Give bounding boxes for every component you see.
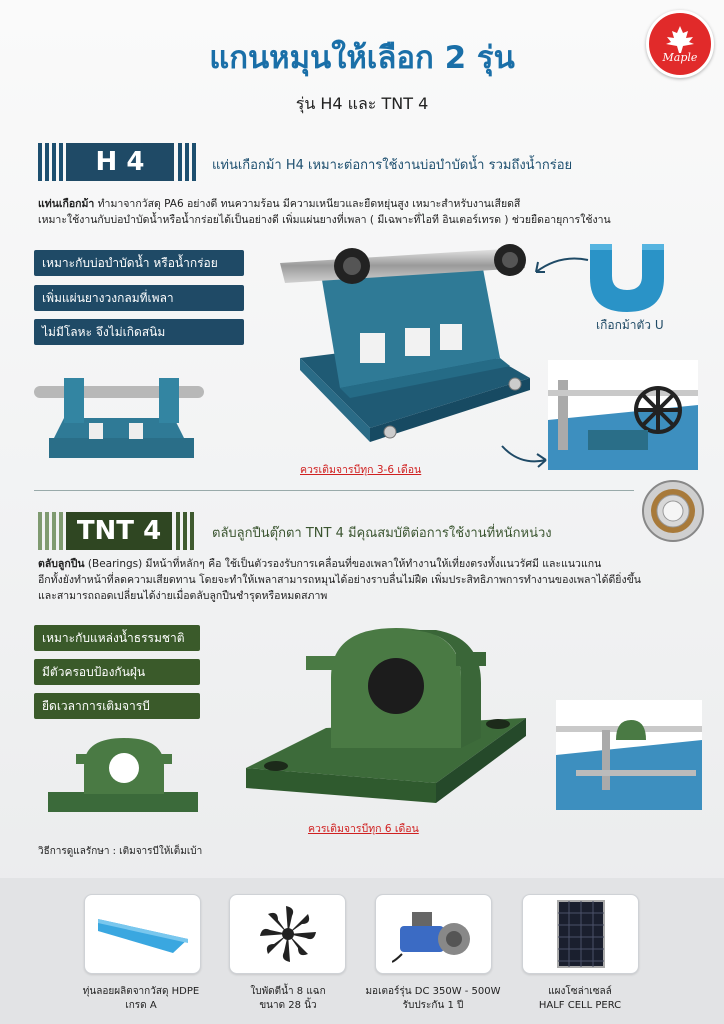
h4-para-bold: แท่นเกือกม้า: [38, 198, 95, 210]
tnt-stripes-right: [176, 512, 194, 550]
h4-para-line1: ทำมาจากวัสดุ PA6 อย่างดี ทนความร้อน มีความเหนียวและยืดหยุ่นสูง เหมาะสำหรับงานเสียดสี: [94, 198, 521, 210]
u-label: เกือกม้าตัว U: [596, 318, 664, 332]
h4-stripes-right: [178, 143, 196, 181]
section-divider: [34, 490, 634, 491]
h4-tag-3: ไม่มีโลหะ จึงไม่เกิดสนิม: [34, 319, 244, 345]
tnt4-maintenance-note: ควรเติมจารบีทุก 6 เดือน: [308, 823, 419, 835]
component-card-motor: [375, 894, 492, 974]
h4-para-line2: เหมาะใช้งานกับบ่อบำบัดน้ำหรือน้ำกร่อยได้เป็นอย่างดี เพิ่มแผ่นยางที่เพลา ( มีเฉพาะที่ไอที อินเตอร์เทรด ) ช่วยยืดอายุการใช้งาน: [38, 214, 611, 226]
page-title: แกนหมุนให้เลือก 2 รุ่น: [209, 40, 515, 76]
caption-line1: ทุ่นลอยผลิตจากวัสดุ HDPE: [82, 986, 200, 997]
h4-description: แท่นเกือกม้า H4 เหมาะต่อการใช้งานบ่อบำบัดน้ำ รวมถึงน้ำกร่อย: [212, 158, 573, 173]
tnt4-small-image: [44, 732, 204, 822]
tnt-tag-2: มีตัวครอบป้องกันฝุ่น: [34, 659, 200, 685]
tnt-para-line2: อีกทั้งยังทำหน้าที่ลดความเสียดทาน โดยจะทำให้เพลาสามารถหมุนได้อย่างราบลื่นไม่ฝืด เพิ่มประสิทธิภาพการทำงานของเพลาได้ดียิ่งขึ้น: [38, 574, 641, 586]
motor-icon: [392, 904, 476, 964]
tnt-description: ตลับลูกปืนตุ๊กตา TNT 4 มีคุณสมบัติต่อการใช้งานที่หนักหน่วง: [212, 526, 552, 541]
arrow-icon: [500, 440, 550, 470]
tnt4-care-note: วิธีการดูแลรักษา : เติมจารบีให้เต็มเบ้า: [38, 846, 203, 857]
h4-bearing-image: [280, 238, 550, 448]
component-card-paddle: [229, 894, 346, 974]
caption-line2: HALF CELL PERC: [538, 1000, 622, 1011]
h4-maintenance-note: ควรเติมจารบีทุก 3-6 เดือน: [300, 464, 422, 476]
tnt-tag-3: ยืดเวลาการเติมจารบี: [34, 693, 200, 719]
arrow-icon: [530, 250, 590, 280]
h4-tag-2: เพิ่มแผ่นยางวงกลมที่เพลา: [34, 285, 244, 311]
component-caption-motor: [358, 985, 508, 1013]
h4-installation-photo: [548, 360, 698, 470]
h4-stripes-left: [38, 143, 63, 181]
component-card-solar: [522, 894, 639, 974]
h4-side-image: [34, 368, 204, 468]
tnt-para-bold: ตลับลูกปืน: [38, 558, 85, 570]
page-subtitle: รุ่น H4 และ TNT 4: [295, 94, 429, 113]
caption-line1: มอเตอร์รุ่น DC 350W - 500W: [365, 986, 501, 997]
component-card-float: [84, 894, 201, 974]
tnt4-installation-photo: [556, 700, 702, 810]
logo-text: Maple: [662, 50, 698, 64]
tnt-para-line1: (Bearings) มีหน้าที่หลักๆ คือ ใช้เป็นตัวรองรับการเคลื่อนที่ของเพลาให้ทำงานให้เที่ยงตรงทั้งแนวรัศมี และแนวแกน: [84, 558, 602, 570]
h4-heading: H 4: [66, 143, 174, 181]
caption-line1: ใบพัดตีน้ำ 8 แฉก: [250, 986, 326, 997]
tnt-para-line3: และสามารถถอดเปลี่ยนได้ง่ายเมื่อตลับลูกปืนชำรุดหรือหมดสภาพ: [38, 590, 328, 602]
component-caption-paddle: [213, 985, 363, 1013]
ball-bearing-image: [640, 478, 706, 544]
tnt-heading: TNT 4: [66, 512, 172, 550]
caption-line2: ขนาด 28 นิ้ว: [259, 1000, 317, 1011]
solar-panel-icon: [556, 899, 606, 969]
h4-paragraph: [38, 196, 708, 228]
caption-line2: เกรด A: [125, 1000, 157, 1011]
tnt4-pillow-block-image: [236, 618, 536, 818]
tnt-paragraph: [38, 556, 708, 604]
component-caption-float: [66, 985, 216, 1013]
float-icon: [93, 909, 193, 959]
h4-tag-1: เหมาะกับบ่อบำบัดน้ำ หรือน้ำกร่อย: [34, 250, 244, 276]
u-horseshoe-image: [584, 238, 670, 314]
component-caption-solar: [505, 985, 655, 1013]
paddle-wheel-icon: [256, 902, 320, 966]
caption-line2: รับประกัน 1 ปี: [402, 1000, 464, 1011]
caption-line1: แผงโซล่าเซลล์: [548, 986, 612, 997]
tnt-tag-1: เหมาะกับแหล่งน้ำธรรมชาติ: [34, 625, 200, 651]
tnt-stripes-left: [38, 512, 63, 550]
